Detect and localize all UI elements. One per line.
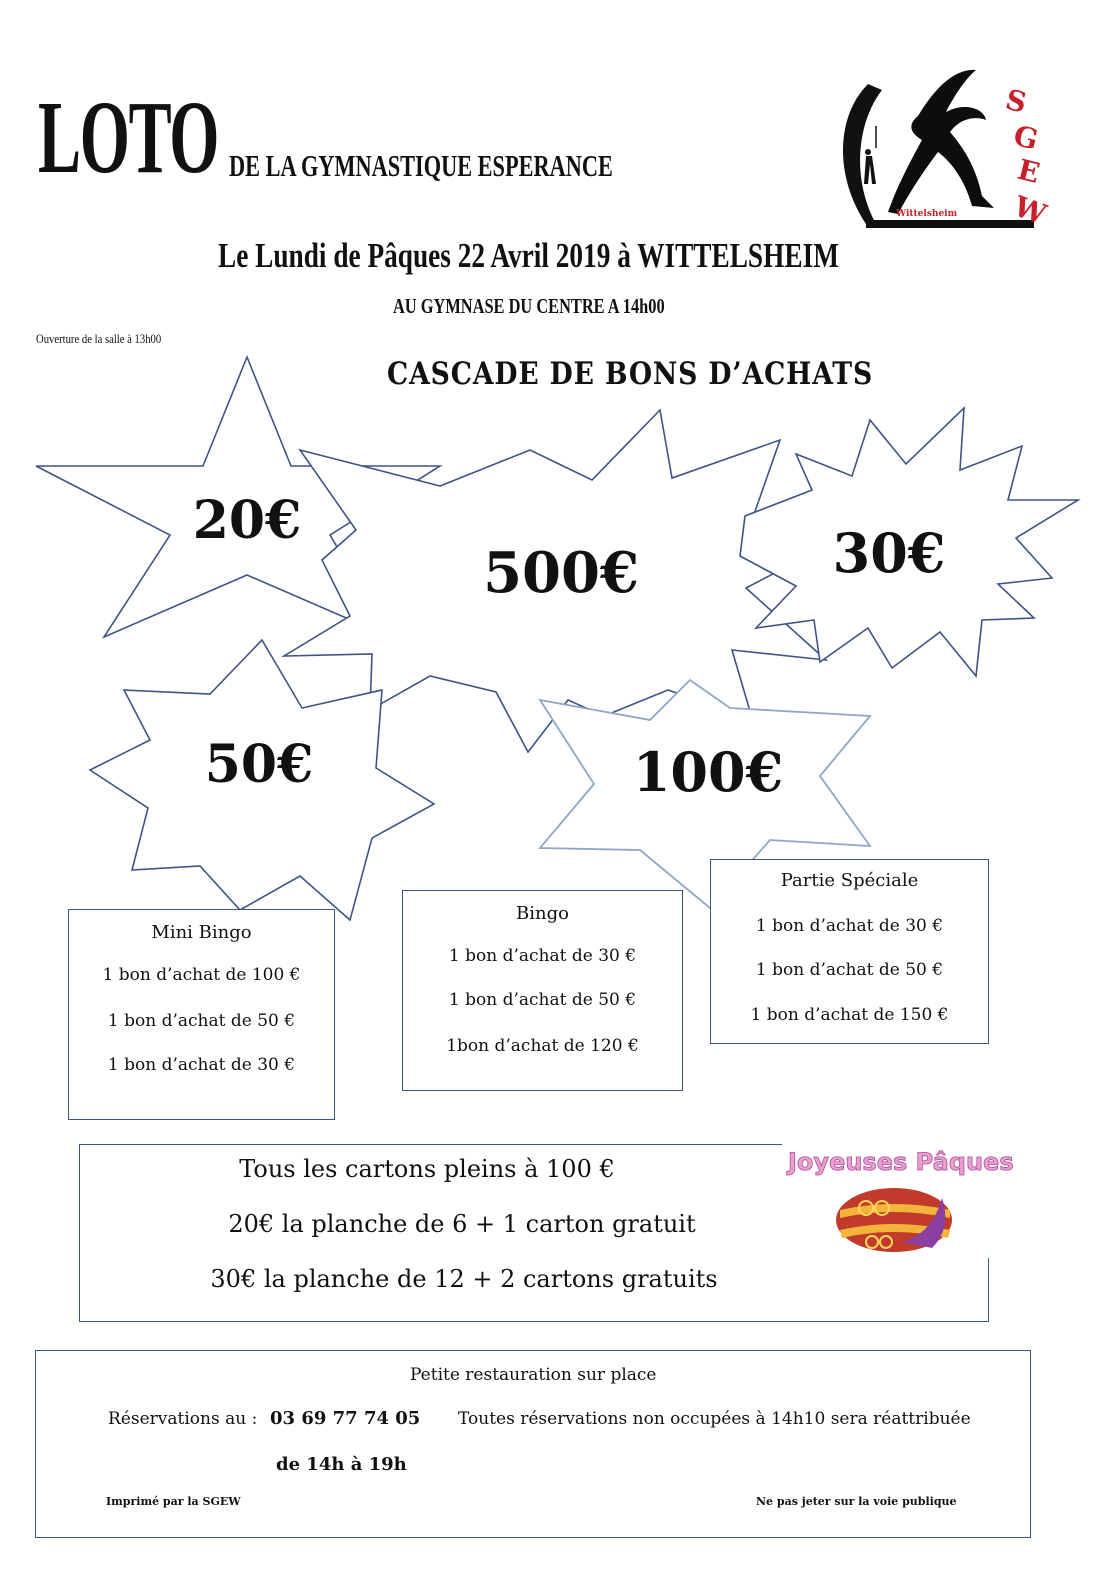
organizer-subtitle: DE LA GYMNASTIQUE ESPERANCE — [229, 148, 613, 183]
reservation-hours: de 14h à 19h — [276, 1454, 407, 1475]
amount-50: 50€ — [204, 734, 314, 795]
mini-bingo-box — [68, 909, 335, 1120]
amount-30: 30€ — [832, 521, 946, 585]
bingo-line: 1bon d’achat de 120 € — [446, 1036, 639, 1056]
food-note: Petite restauration sur place — [410, 1365, 657, 1385]
bingo-line: 1 bon d’achat de 30 € — [448, 946, 637, 966]
logo-letter-s: S — [1002, 82, 1030, 120]
bingo-title: Bingo — [516, 903, 569, 924]
reservations-label: Réservations au : — [108, 1409, 258, 1429]
bingo-box — [402, 890, 683, 1091]
partie-speciale-line: 1 bon d’achat de 30 € — [755, 916, 944, 936]
event-venue: AU GYMNASE DU CENTRE A 14h00 — [393, 294, 665, 318]
partie-speciale-line: 1 bon d’achat de 50 € — [755, 960, 944, 980]
easter-greeting: Joyeuses Pâques — [788, 1148, 1014, 1176]
event-date: Le Lundi de Pâques 22 Avril 2019 à WITTELSHEIM — [218, 236, 839, 275]
cascade-title: CASCADE DE BONS D’ACHATS — [387, 356, 874, 392]
logo-letter-e: E — [1014, 152, 1043, 190]
amount-500: 500€ — [483, 540, 639, 606]
logo-letter-g: G — [1010, 118, 1042, 157]
printed-by: Imprimé par la SGEW — [106, 1495, 241, 1508]
mini-bingo-line: 1 bon d’achat de 50 € — [107, 1011, 296, 1031]
amount-100: 100€ — [632, 740, 784, 804]
logo-caption: Wittelsheim — [896, 209, 958, 219]
opening-time: Ouverture de la salle à 13h00 — [36, 331, 162, 346]
amount-20: 20€ — [192, 490, 302, 551]
litter-note: Ne pas jeter sur la voie publique — [756, 1495, 957, 1508]
mini-bingo-line: 1 bon d’achat de 30 € — [107, 1055, 296, 1075]
reservations-phone: 03 69 77 74 05 — [270, 1408, 421, 1429]
easter-graphic — [782, 1138, 1014, 1258]
loto-title: LOTO — [38, 80, 219, 195]
partie-speciale-line: 1 bon d’achat de 150 € — [750, 1005, 949, 1025]
bingo-line: 1 bon d’achat de 50 € — [448, 990, 637, 1010]
partie-speciale-box — [710, 859, 989, 1044]
cartons-line-1: Tous les cartons pleins à 100 € — [239, 1155, 615, 1183]
mini-bingo-line: 1 bon d’achat de 100 € — [102, 965, 301, 985]
info-box — [35, 1350, 1031, 1538]
mini-bingo-title: Mini Bingo — [151, 922, 252, 943]
cartons-line-3: 30€ la planche de 12 + 2 cartons gratuits — [210, 1265, 718, 1293]
partie-speciale-title: Partie Spéciale — [780, 870, 919, 891]
cartons-line-2: 20€ la planche de 6 + 1 carton gratuit — [228, 1210, 696, 1238]
unoccupied-note: Toutes réservations non occupées à 14h10 sera réattribuée — [458, 1409, 971, 1429]
logo-letter-w: W — [1009, 189, 1051, 232]
easter-egg-icon — [782, 1138, 1014, 1258]
